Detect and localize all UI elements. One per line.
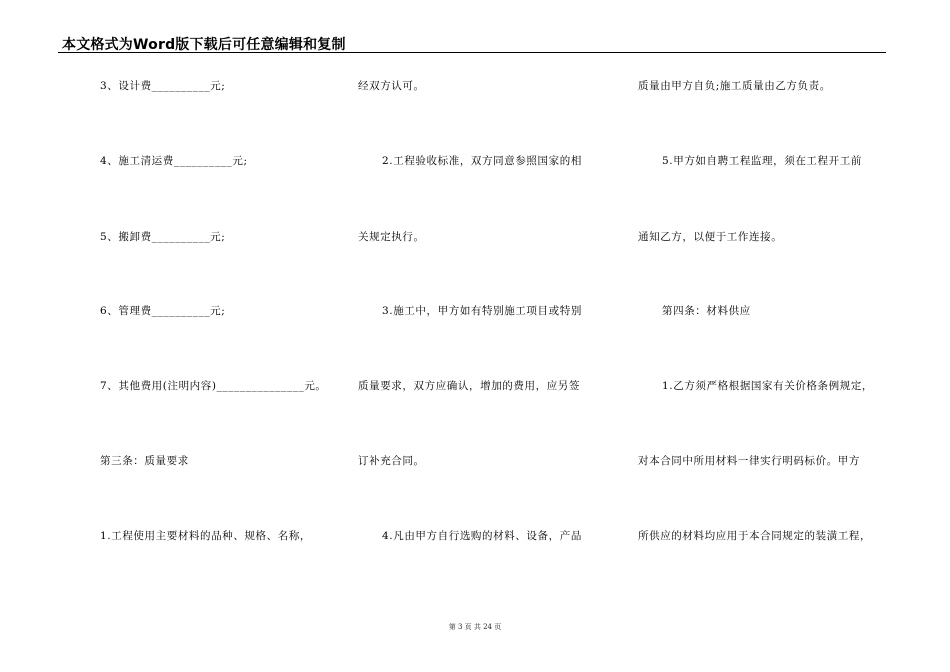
text-line: 6、管理费__________元; [100, 305, 226, 317]
text-line: 4、施工清运费__________元; [100, 155, 248, 167]
section-heading: 第三条：质量要求 [100, 455, 189, 467]
section-heading: 第四条：材料供应 [662, 305, 751, 317]
text-line: 5、搬卸费__________元; [100, 231, 226, 243]
document-header-title: 本文格式为Word版下载后可任意编辑和复制 [62, 37, 346, 53]
text-line: 质量要求，双方应确认，增加的费用，应另签 [358, 380, 580, 392]
text-line: 4.凡由甲方自行选购的材料、设备，产品 [382, 530, 582, 542]
header-divider [58, 52, 886, 53]
page-number: 第 3 页 共 24 页 [448, 623, 502, 631]
text-line: 经双方认可。 [358, 80, 425, 92]
text-line: 3.施工中，甲方如有特别施工项目或特别 [382, 305, 582, 317]
text-line: 订补充合同。 [358, 455, 425, 467]
text-line: 通知乙方，以便于工作连接。 [638, 231, 783, 243]
text-line: 7、其他费用(注明内容)_______________元。 [100, 380, 327, 392]
text-line: 3、设计费__________元; [100, 80, 226, 92]
text-line: 5.甲方如自聘工程监理，须在工程开工前 [662, 155, 862, 167]
text-line: 1.乙方须严格根据国家有关价格条例规定， [662, 380, 874, 392]
text-line: 2.工程验收标准，双方同意参照国家的相 [382, 155, 582, 167]
text-line: 关规定执行。 [358, 231, 425, 243]
text-line: 1.工程使用主要材料的品种、规格、名称， [100, 530, 312, 542]
text-line: 质量由甲方自负;施工质量由乙方负责。 [638, 80, 831, 92]
text-line: 对本合同中所用材料一律实行明码标价。甲方 [638, 455, 860, 467]
text-line: 所供应的材料均应用于本合同规定的装潢工程， [638, 530, 872, 542]
